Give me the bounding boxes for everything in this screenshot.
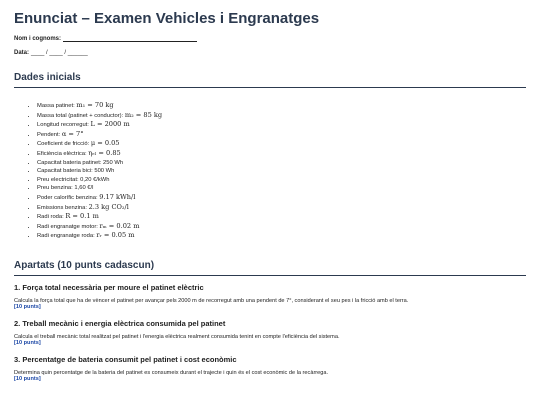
- question-text: Determina quin percentatge de la bateria del patinet es consumeix durant el trajecte i quin és el cost econòmic de la recàrrega.: [14, 369, 329, 376]
- data-item: • Longitud recorregut: L = 2000 m: [37, 120, 526, 130]
- data-item: • Capacitat bateria patinet: 250 Wh: [37, 159, 526, 168]
- question-text: Calcula la força total que ha de vèncer el patinet per avançar pels 2000 m de recorregut amb una pendent de 7°, considerant el seu pes i la fricció amb el terra.: [14, 297, 409, 304]
- data-item: • Eficiència elèctrica: ηₑₗ = 0.85: [37, 149, 526, 159]
- question-text: Calcula el treball mecànic total realitzat pel patinet i l'energia elèctrica realment consumida tenint en compte l'eficiència del sistema.: [14, 333, 340, 340]
- question-3: [14, 355, 526, 383]
- data-item: • Coeficient de fricció: μ = 0.05: [37, 139, 526, 149]
- data-item: • Capacitat bateria bici: 500 Wh: [37, 167, 526, 176]
- question-title: 2. Treball mecànic i energia elèctrica consumida pel patinet: [14, 318, 226, 328]
- page-title: Enunciat – Examen Vehicles i Engranatges: [14, 10, 320, 27]
- question-points: [10 punts]: [14, 304, 41, 311]
- data-list: [14, 101, 526, 241]
- question-title: 3. Percentatge de bateria consumit pel patinet i cost econòmic: [14, 354, 237, 364]
- data-item: • Poder calorífic benzina: 9.17 kWh/l: [37, 193, 526, 203]
- question-title: 1. Força total necessària per moure el patinet elèctric: [14, 282, 204, 292]
- question-2: [14, 319, 526, 347]
- name-label: Nom i cognoms:: [14, 36, 62, 42]
- data-item: • Massa total (patinet + conductor): m₂ = 85 kg: [37, 111, 526, 121]
- data-item: • Radi engranatge motor: rₘ = 0.02 m: [37, 222, 526, 232]
- data-item: • Preu electricitat: 0,20 €/kWh: [37, 176, 526, 185]
- name-blank-line[interactable]: [63, 35, 197, 42]
- data-item: • Pendent: α = 7°: [37, 130, 526, 140]
- data-item: • Emissions benzina: 2.3 kg CO₂/l: [37, 203, 526, 213]
- data-item: • Preu benzina: 1,60 €/l: [37, 184, 526, 193]
- question-1: [14, 283, 526, 311]
- parts-section-heading: Apartats (10 punts cadascun): [14, 260, 526, 276]
- data-item: • Radi engranatge roda: rᵣ = 0.05 m: [37, 231, 526, 241]
- question-points: [10 punts]: [14, 340, 41, 347]
- date-blank[interactable]: ____ / ____ / ______: [31, 50, 88, 56]
- name-field: [14, 35, 526, 42]
- date-field: [14, 50, 526, 56]
- date-label: Data:: [14, 50, 30, 56]
- data-section-heading: Dades inicials: [14, 72, 526, 88]
- data-item: • Massa patinet: m₁ = 70 kg: [37, 101, 526, 111]
- question-points: [10 punts]: [14, 375, 41, 382]
- data-item: • Radi roda: R = 0.1 m: [37, 212, 526, 222]
